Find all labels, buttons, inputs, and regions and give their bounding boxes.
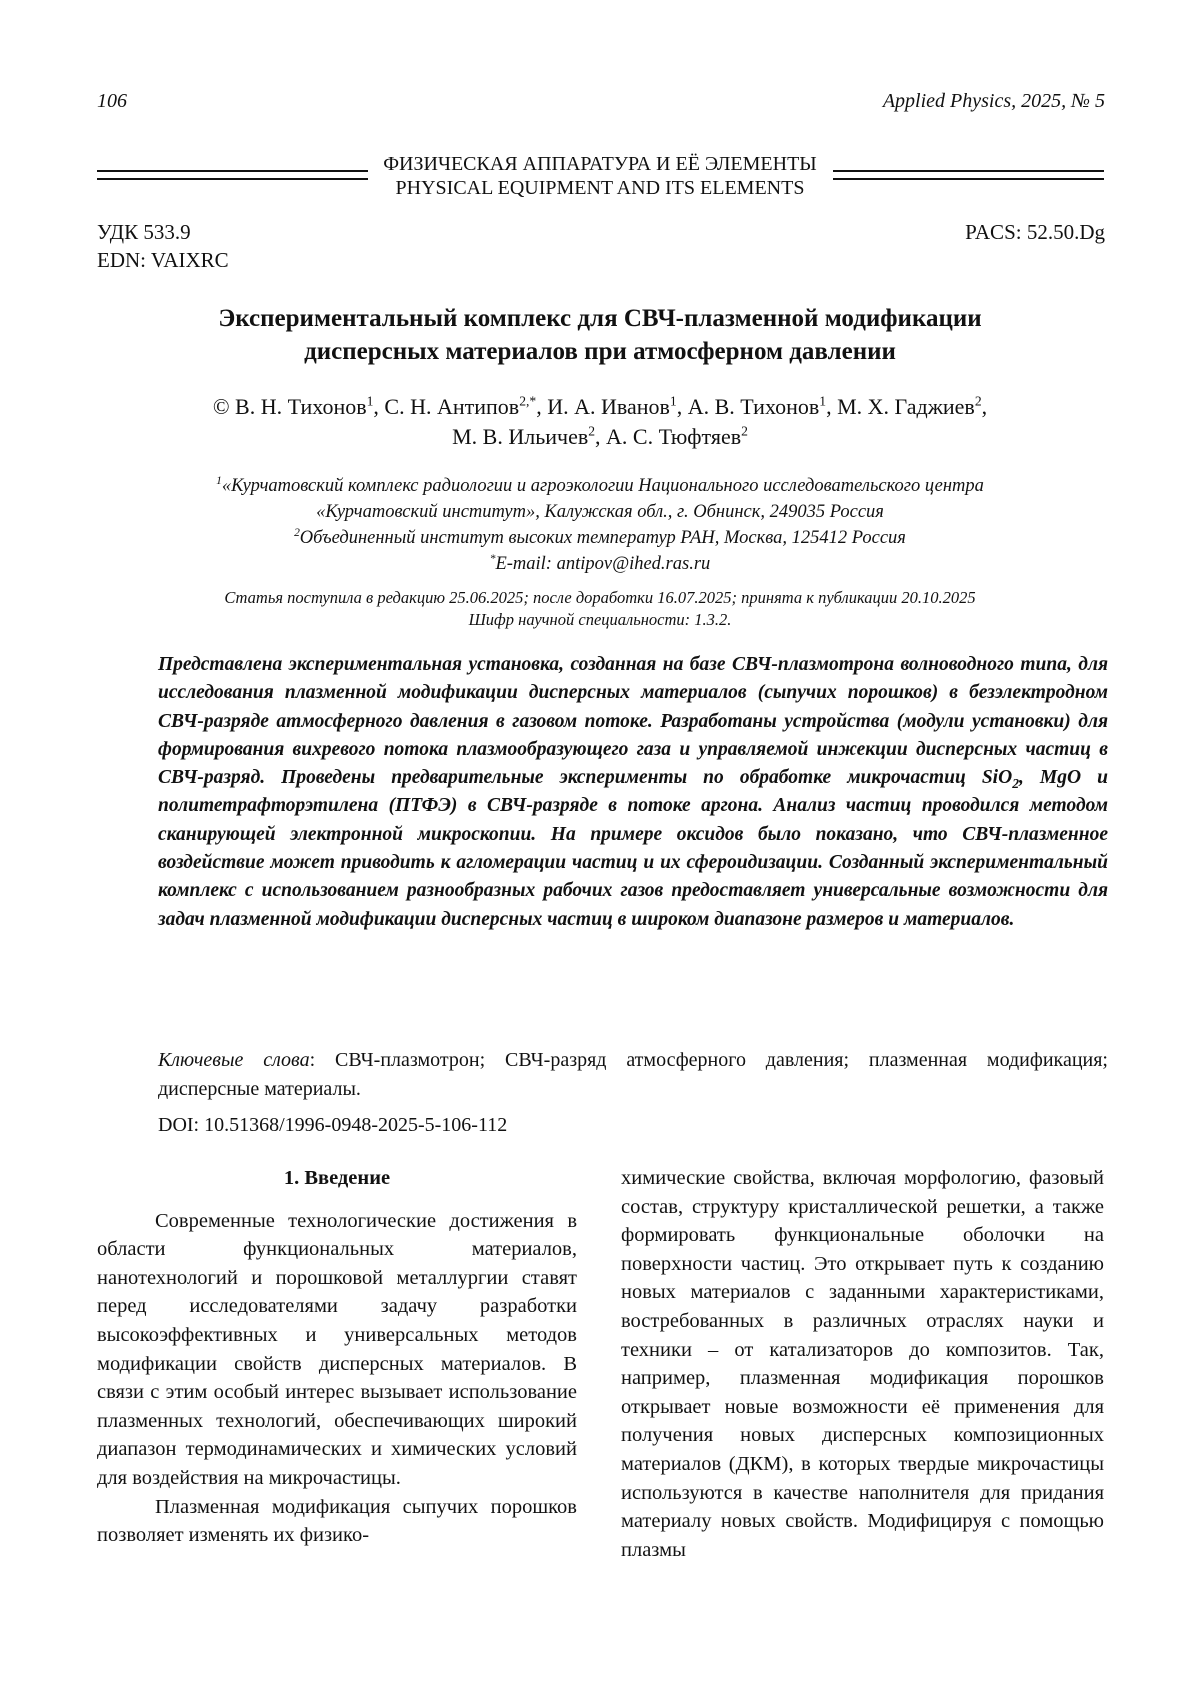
author-name: © В. Н. Тихонов [213, 394, 367, 419]
abstract-text: , MgO и политетрафторэтилена (ПТФЭ) в СВЧ-разряде в потоке аргона. Анализ частиц проводился методом сканирующей электронной микроскопии. На примере оксидов было показано, что СВЧ-плазменное воздействие может приводить к агломерации частиц и их сфероидизации. Созданный экспериментальный комплекс с использованием разнообразных рабочих газов предоставляет универсальные возможности для задач плазменной модификации дисперсных частиц в широком диапазоне размеров и материалов. [158, 767, 1108, 929]
affiliation-text: Объединенный институт высоких температур РАН, Москва, 125412 Россия [300, 528, 906, 548]
affiliation-mark: * [490, 553, 496, 565]
email-text[interactable]: E-mail: antipov@ihed.ras.ru [495, 554, 710, 574]
paragraph: Современные технологические достижения в области функциональных материалов, нанотехнологий и порошковой металлургии ставят перед исследователями задачу разработки высокоэффективных и универсальных методов модификации свойств дисперсных материалов. В связи с этим особый интерес вызывает использование плазменных технологий, обеспечивающих широкий диапазон термодинамических и химических условий для воздействия на микрочастицы. [97, 1207, 577, 1493]
title-line-2: дисперсных материалов при атмосферном давлении [100, 335, 1100, 368]
author-name: А. В. Тихонов [688, 394, 820, 419]
author-separator: , [826, 394, 837, 419]
corresponding-email [100, 551, 1100, 577]
subscript: 2 [1012, 776, 1019, 791]
author-separator: , [677, 394, 688, 419]
author-name: М. В. Ильичев [452, 424, 588, 449]
keywords-text: : СВЧ-плазмотрон; СВЧ-разряд атмосферного давления; плазменная модификация; дисперсные материалы. [158, 1049, 1108, 1100]
pacs-code: PACS: 52.50.Dg [965, 218, 1105, 246]
author-separator: , [982, 394, 988, 419]
section-heading-introduction: 1. Введение [97, 1164, 577, 1193]
author-affiliation-mark: 2 [741, 424, 748, 439]
left-double-rule [97, 170, 368, 180]
specialty-code: Шифр научной специальности: 1.3.2. [100, 609, 1100, 631]
affiliation-mark: 1 [216, 475, 222, 487]
right-double-rule [833, 170, 1104, 180]
publication-dates [100, 587, 1100, 631]
left-column [97, 1164, 577, 1550]
udk-code: УДК 533.9 [97, 218, 229, 246]
title-line-1: Экспериментальный комплекс для СВЧ-плазменной модификации [100, 302, 1100, 335]
right-column [621, 1164, 1104, 1564]
edn-code: EDN: VAIXRC [97, 246, 229, 274]
author-line-2 [100, 422, 1100, 452]
author-separator: , [595, 424, 606, 449]
author-affiliation-mark: 1 [367, 394, 374, 409]
author-affiliation-mark: 1 [670, 394, 677, 409]
doi[interactable]: DOI: 10.51368/1996-0948-2025-5-106-112 [158, 1114, 507, 1137]
paragraph: Плазменная модификация сыпучих порошков позволяет изменять их физико- [97, 1493, 577, 1550]
author-name: И. А. Иванов [547, 394, 670, 419]
keywords [158, 1046, 1108, 1104]
abstract-text: Представлена экспериментальная установка, созданная на базе СВЧ-плазмотрона волноводного типа, для исследования плазменной модификации дисперсных материалов (сыпучих порошков) в безэлектродном СВЧ-разряде атмосферного давления в газовом потоке. Разработаны устройства (модули установки) для формирования вихревого потока плазмообразующего газа и управляемой инжекции дисперсных частиц в СВЧ-разряд. Проведены предварительные эксперименты по обработке микрочастиц SiO [158, 654, 1108, 788]
author-name: М. Х. Гаджиев [837, 394, 975, 419]
section-heading [380, 152, 820, 200]
author-list [100, 392, 1100, 452]
section-heading-en: PHYSICAL EQUIPMENT AND ITS ELEMENTS [380, 176, 820, 200]
dates-line: Статья поступила в редакцию 25.06.2025; после доработки 16.07.2025; принята к публикации 20.10.2025 [100, 587, 1100, 609]
abstract [158, 651, 1108, 934]
author-affiliation-mark: 2 [588, 424, 595, 439]
affiliations [100, 473, 1100, 577]
author-name: С. Н. Антипов [384, 394, 519, 419]
author-affiliation-mark: 2,* [519, 394, 536, 409]
classification-codes [97, 218, 229, 274]
author-affiliation-mark: 2 [975, 394, 982, 409]
journal-name: Applied Physics, 2025, № 5 [883, 90, 1105, 113]
affiliation-1-line-2: «Курчатовский институт», Калужская обл., г. Обнинск, 249035 Россия [100, 499, 1100, 525]
author-name: А. С. Тюфтяев [606, 424, 741, 449]
author-separator: , [536, 394, 547, 419]
keywords-label: Ключевые слова [158, 1049, 310, 1071]
affiliation-text: «Курчатовский комплекс радиологии и агроэкологии Национального исследовательского центра [222, 476, 984, 496]
page-number: 106 [97, 90, 127, 113]
affiliation-1-line-1 [100, 473, 1100, 499]
author-affiliation-mark: 1 [819, 394, 826, 409]
section-heading-ru: ФИЗИЧЕСКАЯ АППАРАТУРА И ЕЁ ЭЛЕМЕНТЫ [380, 152, 820, 176]
paragraph: химические свойства, включая морфологию, фазовый состав, структуру кристаллической решетки, а также формировать функциональные оболочки на поверхности частиц. Это открывает путь к созданию новых материалов с заданными характеристиками, востребованных в различных отраслях науки и техники – от катализаторов до композитов. Так, например, плазменная модификация порошков открывает новые возможности её применения для получения новых дисперсных композиционных материалов (ДКМ), в которых твердые микрочастицы используются в качестве наполнителя для придания материалу новых свойств. Модифицируя с помощью плазмы [621, 1164, 1104, 1564]
article-title [100, 302, 1100, 368]
author-line-1 [100, 392, 1100, 422]
affiliation-mark: 2 [294, 527, 300, 539]
author-separator: , [373, 394, 384, 419]
affiliation-2 [100, 525, 1100, 551]
